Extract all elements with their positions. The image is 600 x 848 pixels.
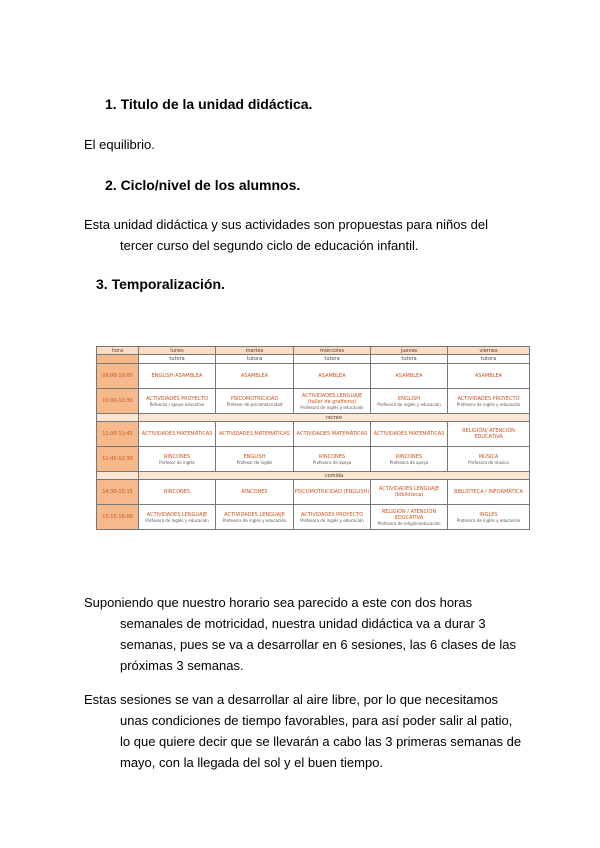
schedule-teacher: Profesora de inglés y educación bbox=[300, 517, 364, 523]
schedule-table bbox=[96, 346, 530, 530]
paragraph-4-line-3: lo que quiere decir que se llevarán a cabo las 3 primeras semanas de bbox=[120, 734, 522, 749]
schedule-teacher: Profesora de inglés y educación bbox=[300, 404, 364, 410]
schedule-cell bbox=[216, 389, 294, 414]
schedule-header-0: hora bbox=[97, 347, 139, 355]
schedule-teacher: Profesora de inglés y educación bbox=[145, 517, 209, 523]
schedule-teacher: Profesora de religión/educación bbox=[377, 520, 441, 526]
paragraph-2 bbox=[84, 214, 488, 256]
schedule-teacher: Profesor de inglés bbox=[236, 459, 273, 465]
schedule-cell bbox=[216, 480, 294, 505]
schedule-activity: ASAMBLEA bbox=[474, 373, 503, 379]
schedule-activity: ACTIVIDADES MATEMÁTICAS bbox=[296, 431, 368, 437]
schedule-cell bbox=[448, 505, 530, 530]
paragraph-4-line-2: unas condiciones de tiempo favorables, para así poder salir al patio, bbox=[120, 713, 513, 728]
schedule-header-row bbox=[97, 347, 530, 355]
schedule-break-time bbox=[97, 472, 139, 480]
schedule-teacher: Profesor de inglés bbox=[159, 459, 195, 465]
schedule-activity: ACTIVIDADES LENGUAJE (taller de grafismo) bbox=[301, 392, 363, 405]
schedule-row bbox=[97, 505, 530, 530]
schedule-cell bbox=[371, 447, 448, 472]
schedule-activity: RINCONES bbox=[318, 453, 346, 460]
schedule-teacher: Profesora de inglés y educación bbox=[222, 517, 287, 523]
schedule-tutor-1: tutora bbox=[139, 355, 216, 364]
schedule-cell bbox=[139, 505, 216, 530]
paragraph-3-line-2: semanales de motricidad, nuestra unidad didáctica va a durar 3 bbox=[120, 616, 486, 631]
schedule-cell bbox=[294, 389, 371, 414]
schedule-break-row bbox=[97, 472, 530, 480]
schedule-activity: PSICOMOTRICIDAD (ENGLISH) bbox=[294, 489, 370, 495]
schedule-teacher: Profesora de inglés y educación bbox=[377, 401, 441, 407]
schedule-activity: ENGLISH bbox=[398, 395, 420, 402]
schedule-cell bbox=[294, 505, 371, 530]
schedule-row bbox=[97, 447, 530, 472]
schedule-activity: RELIGIÓN/ ATENCIÓN EDUCATIVA bbox=[462, 428, 515, 440]
schedule-time: 15:15-16:00 bbox=[97, 505, 139, 530]
heading-2: 2. Ciclo/nivel de los alumnos. bbox=[105, 177, 301, 193]
schedule-header-2: martes bbox=[216, 347, 294, 355]
paragraph-1: El equilibrio. bbox=[84, 137, 155, 152]
schedule-break-comida: comida bbox=[139, 472, 530, 480]
paragraph-2-line-1: Esta unidad didáctica y sus actividades son propuestas para niños del bbox=[84, 217, 488, 232]
schedule-time: 11:45-12:30 bbox=[97, 447, 139, 472]
schedule-activity: ACTIVIDADES PROYECTO bbox=[457, 395, 520, 402]
schedule-activity: ASAMBLEA bbox=[318, 373, 346, 379]
schedule-time: 11:00-11:45 bbox=[97, 422, 139, 447]
paragraph-3-line-3: semanas, pues se va a desarrollar en 6 sesiones, las 6 clases de las bbox=[120, 637, 516, 652]
schedule-cell bbox=[294, 422, 371, 447]
schedule-time: 14:30-15:15 bbox=[97, 480, 139, 505]
schedule-teacher: Profesora de música bbox=[468, 459, 509, 465]
schedule-cell bbox=[216, 364, 294, 389]
schedule-teacher: Profesora de inglés y educación bbox=[456, 401, 521, 407]
paragraph-3-line-1: Suponiendo que nuestro horario sea parecido a este con dos horas bbox=[84, 595, 473, 610]
schedule-break-time bbox=[97, 414, 139, 422]
schedule-cell bbox=[139, 389, 216, 414]
schedule-cell bbox=[294, 364, 371, 389]
schedule-activity: ACTIVIDADES LENGUAJE (biblioteca) bbox=[378, 486, 440, 498]
schedule-cell bbox=[139, 364, 216, 389]
schedule-cell bbox=[448, 364, 530, 389]
schedule-activity: ACTIVIDADES MATEMÁTICAS bbox=[219, 431, 290, 437]
schedule-teacher: Profesora de apoyo bbox=[389, 459, 429, 465]
schedule-activity: ENGLISH ASAMBLEA bbox=[151, 373, 203, 379]
schedule-cell bbox=[294, 447, 371, 472]
schedule-header-1: lunes bbox=[139, 347, 216, 355]
heading-1: 1. Titulo de la unidad didáctica. bbox=[105, 96, 313, 112]
schedule-cell bbox=[448, 447, 530, 472]
schedule-cell bbox=[139, 480, 216, 505]
schedule-tutor-5: tutora bbox=[448, 355, 530, 364]
schedule-header-5: viernes bbox=[448, 347, 530, 355]
schedule-tutor-2: tutora bbox=[216, 355, 294, 364]
schedule-activity: RINCONES bbox=[241, 489, 268, 495]
schedule-time: 09:00-10:00 bbox=[97, 364, 139, 389]
schedule-activity: ACTIVIDADES MATEMÁTICAS bbox=[373, 431, 445, 437]
schedule-activity: ASAMBLEA bbox=[395, 373, 423, 379]
schedule-activity: ACTIVIDADES LENGUAJE bbox=[224, 511, 285, 518]
schedule-cell bbox=[139, 447, 216, 472]
schedule-break-row bbox=[97, 414, 530, 422]
paragraph-3-line-4: próximas 3 semanas. bbox=[120, 658, 244, 673]
schedule-activity: RINCONES bbox=[163, 489, 191, 495]
schedule-activity: ACTIVIDADES PROYECTO bbox=[145, 395, 209, 402]
schedule-activity: INGLÉS bbox=[479, 511, 498, 518]
paragraph-2-line-2: tercer curso del segundo ciclo de educación infantil. bbox=[120, 238, 419, 253]
schedule-teacher: Profesora de apoyo bbox=[312, 459, 352, 465]
schedule-activity: ASAMBLEA bbox=[240, 373, 269, 379]
schedule-cell bbox=[371, 422, 448, 447]
schedule-cell bbox=[371, 480, 448, 505]
schedule-activity: PSICOMOTRICIDAD bbox=[230, 395, 279, 402]
schedule-activity: RELIGIÓN / ATENCIÓN EDUCATIVA bbox=[381, 508, 437, 521]
schedule-activity: ACTIVIDADES LENGUAJE bbox=[146, 511, 208, 518]
schedule-cell bbox=[371, 389, 448, 414]
schedule-row bbox=[97, 422, 530, 447]
schedule-cell bbox=[216, 422, 294, 447]
schedule-activity: MÚSICA bbox=[478, 453, 499, 460]
schedule-cell bbox=[371, 364, 448, 389]
schedule-cell bbox=[216, 447, 294, 472]
schedule-cell bbox=[216, 505, 294, 530]
schedule-tutor-4: tutora bbox=[371, 355, 448, 364]
schedule-row bbox=[97, 480, 530, 505]
schedule-activity: BIBLIOTECA / INFORMÁTICA bbox=[454, 489, 523, 495]
schedule-cell bbox=[294, 480, 371, 505]
schedule-time: 10:00-10:30 bbox=[97, 389, 139, 414]
schedule-teacher: Profesora de inglés y educación bbox=[456, 517, 521, 523]
schedule-cell bbox=[448, 480, 530, 505]
schedule-activity: RINCONES bbox=[395, 453, 423, 460]
schedule-teacher: Refuerzo / apoyo educativo bbox=[149, 401, 205, 407]
schedule-teacher: Profesor de psicomotricidad bbox=[226, 401, 283, 407]
paragraph-4 bbox=[84, 689, 521, 773]
paragraph-4-line-4: mayo, con la llegada del sol y el buen tiempo. bbox=[120, 755, 384, 770]
schedule-activity: RINCONES bbox=[163, 453, 191, 460]
paragraph-4-line-1: Estas sesiones se van a desarrollar al aire libre, por lo que necesitamos bbox=[84, 692, 499, 707]
schedule-cell bbox=[448, 389, 530, 414]
schedule-activity: ACTIVIDADES PROYECTO bbox=[300, 511, 364, 518]
schedule-row bbox=[97, 389, 530, 414]
schedule-break-recreo: recreo bbox=[139, 414, 530, 422]
schedule-activity: ENGLISH bbox=[243, 453, 266, 460]
paragraph-3 bbox=[84, 592, 516, 676]
heading-3: 3. Temporalización. bbox=[96, 276, 225, 292]
schedule-tutor-row bbox=[97, 355, 530, 364]
schedule-cell bbox=[448, 422, 530, 447]
schedule-tutor-0 bbox=[97, 355, 139, 364]
schedule-header-4: jueves bbox=[371, 347, 448, 355]
schedule-activity: ACTIVIDADES MATEMÁTICAS bbox=[141, 431, 213, 437]
schedule-row bbox=[97, 364, 530, 389]
schedule-header-3: miércoles bbox=[294, 347, 371, 355]
schedule-tutor-3: tutora bbox=[294, 355, 371, 364]
schedule-cell bbox=[371, 505, 448, 530]
schedule-cell bbox=[139, 422, 216, 447]
